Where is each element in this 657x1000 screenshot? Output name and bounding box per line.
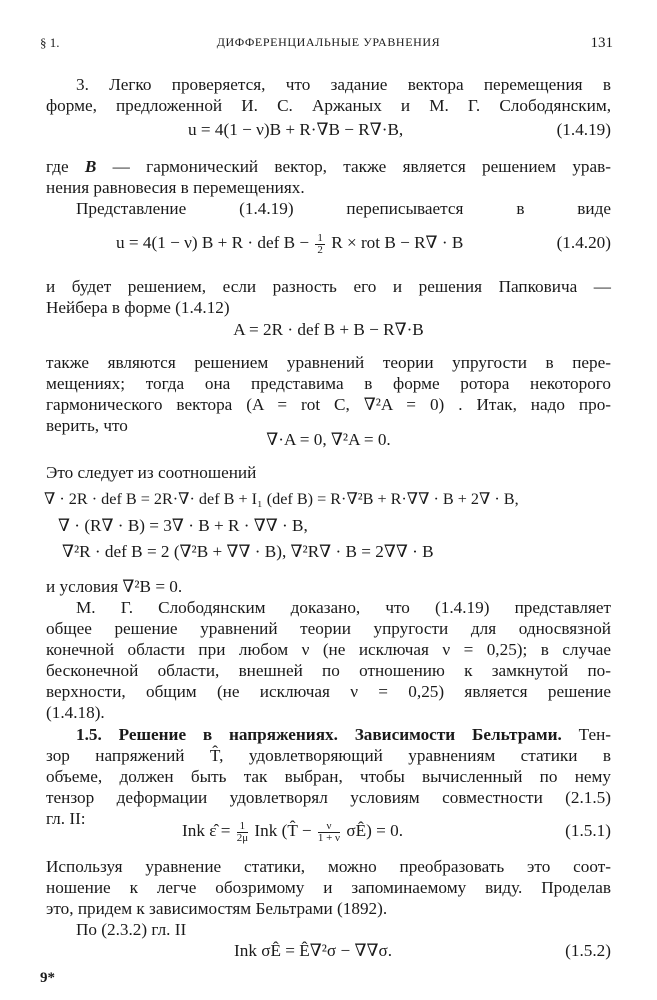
equation-1-5-2: Ink σÊ = Ê∇²σ − ∇∇σ. <box>234 941 393 960</box>
equation-number: (1.5.1) <box>565 821 611 840</box>
equation-number: (1.5.2) <box>565 941 611 960</box>
text-line: Представление (1.4.19) переписывается в виде <box>76 199 611 218</box>
text-line: форме, предложенной И. С. Аржаных и М. Г. Слободянским, <box>46 96 611 115</box>
fraction <box>318 821 340 844</box>
fraction <box>315 233 325 256</box>
text-fragment: гармонического вектора <box>46 395 233 414</box>
inline-formula: ∇²B = 0. <box>122 577 183 596</box>
equation-number: (1.4.19) <box>556 120 611 139</box>
equation-part: R × rot B − R∇ · B <box>331 233 464 252</box>
text-line: верить, что <box>46 416 128 435</box>
text-line: тензор деформации удовлетворял условиям совместности (2.1.5) <box>46 788 611 807</box>
text-line: М. Г. Слободянским доказано, что (1.4.19) представляет <box>76 598 611 617</box>
relation-1: ∇ · 2R · def B = 2R·∇· def B + I₁ (def B) = R·∇²B + R·∇∇ · B + 2∇ · B, <box>44 490 519 508</box>
text-line: нения равновесия в перемещениях. <box>46 178 305 197</box>
text-fragment: где <box>46 157 69 176</box>
text-line: ношение к легче обозримому и запоминаемому виду. Проделав <box>46 878 611 897</box>
text-line: (1.4.18). <box>46 703 105 722</box>
text-line: Нейбера в форме (1.4.12) <box>46 298 230 317</box>
text-fragment: и условия <box>46 577 119 596</box>
section-heading-line <box>76 724 611 745</box>
fraction-numerator: ν <box>318 821 340 833</box>
fraction-denominator: 2 <box>317 243 323 256</box>
text-line: верхности, общим (не исключая ν = 0,25) является решение <box>46 682 611 701</box>
equation-part: u = 4(1 − ν) B + R · def B − <box>116 233 310 252</box>
text-line: объеме, должен быть так выбран, чтобы вычисленный по нему <box>46 767 611 786</box>
text-line: это, придем к зависимостям Бельтрами (1892). <box>46 899 388 918</box>
relation-3: ∇²R · def B = 2 (∇²B + ∇∇ · B), ∇²R∇ · B = 2∇∇ · B <box>62 542 434 561</box>
text-line: Это следует из соотношений <box>46 463 257 482</box>
text-line: По (2.3.2) гл. II <box>76 920 187 939</box>
text-line: гл. II: <box>46 809 86 828</box>
text-line: общее решение уравнений теории упругости для односвязной <box>46 619 611 638</box>
text-line: зор напряжений T̂, удовлетворяющий уравнениям статики в <box>46 746 611 765</box>
text-line: конечной области при любом ν (не исключая ν = 0,25); в случае <box>46 640 611 659</box>
text-fragment: — гармонический вектор, также является решением урав- <box>112 157 611 176</box>
fraction-denominator: 1 + ν <box>317 831 341 844</box>
inline-formula: (A = rot C, ∇²A = 0) <box>246 395 445 414</box>
text-line: Используя уравнение статики, можно преобразовать это соот- <box>46 857 611 876</box>
fraction <box>237 821 248 844</box>
equation-part: σÊ) = 0. <box>346 821 403 840</box>
text-line: 3. Легко проверяется, что задание вектора перемещения в <box>76 75 611 94</box>
text-line: мещениях; тогда она представима в форме ротора некоторого <box>46 374 611 393</box>
relation-2: ∇ · (R∇ · B) = 3∇ · B + R · ∇∇ · B, <box>58 516 308 535</box>
fraction-denominator: 2μ <box>236 831 249 844</box>
running-head-section: § 1. <box>40 35 60 50</box>
text-line <box>46 394 611 415</box>
page-number: 131 <box>590 35 613 51</box>
signature-mark: 9* <box>40 970 55 986</box>
text-fragment: . Итак, надо про- <box>458 395 612 414</box>
text-line <box>46 576 611 597</box>
text-line: и будет решением, если разность его и решения Папковича — <box>46 277 611 296</box>
equation-1-4-19: u = 4(1 − ν)B + R·∇B − R∇·B, <box>188 120 404 139</box>
equation-1-5-1 <box>182 820 403 844</box>
text-line: бесконечной области, внешней по отношению к замкнутой по- <box>46 661 611 680</box>
text-line: также являются решением уравнений теории упругости в пере- <box>46 353 611 372</box>
fraction-numerator: 1 <box>317 231 323 244</box>
equation-number: (1.4.20) <box>556 233 611 252</box>
equation-part: Ink ε̂ = <box>182 821 231 840</box>
equation-1-4-20 <box>116 232 463 256</box>
text-line: где B — гармонический вектор, также является решением урав- <box>46 157 611 176</box>
section-heading: 1.5. Решение в напряжениях. Зависимости Бельтрами. <box>76 725 562 744</box>
equation-divA: ∇·A = 0, ∇²A = 0. <box>266 430 391 449</box>
text-fragment: Тен- <box>578 725 612 744</box>
equation-A: A = 2R · def B + B − R∇·B <box>233 320 424 339</box>
running-head-title: ДИФФЕРЕНЦИАЛЬНЫЕ УРАВНЕНИЯ <box>216 35 441 49</box>
equation-part: Ink (T̂ − <box>254 821 312 840</box>
fraction-numerator: 1 <box>237 821 248 833</box>
